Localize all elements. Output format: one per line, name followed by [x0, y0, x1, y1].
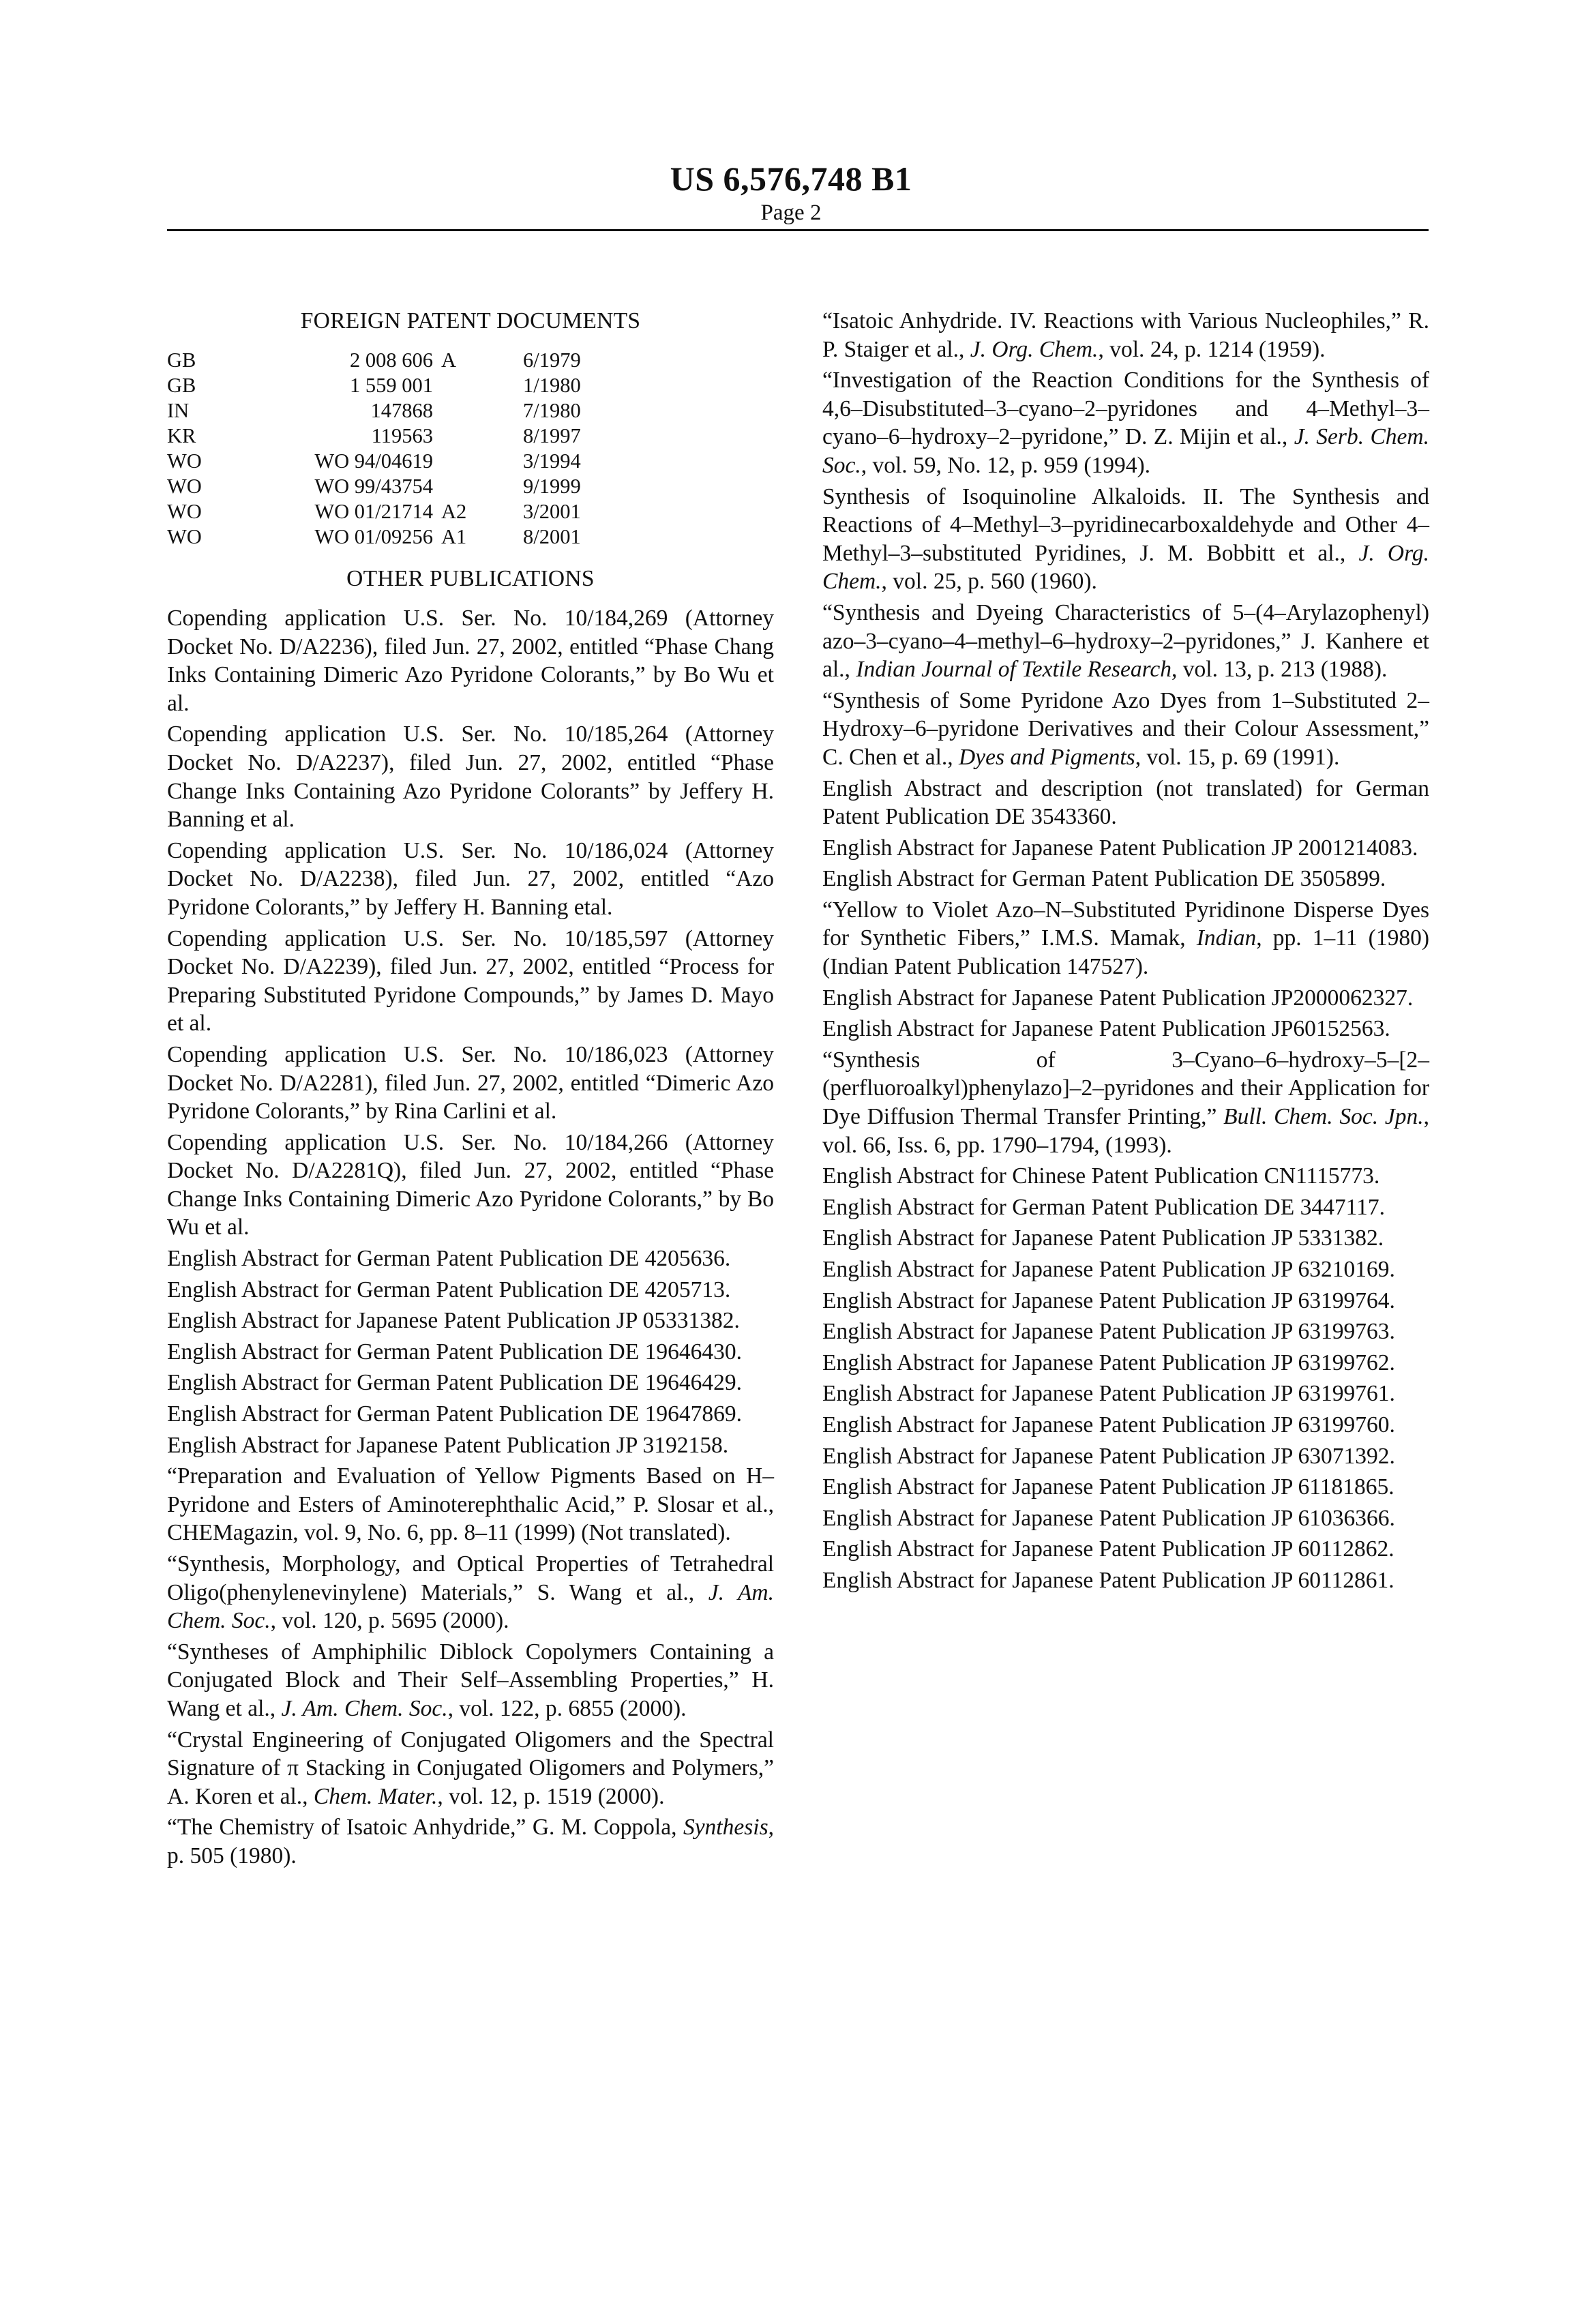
publication-reference — [822, 1193, 1429, 1222]
publication-reference — [167, 1400, 774, 1429]
publication-reference — [167, 837, 774, 922]
foreign-patent-row — [167, 423, 646, 449]
reference-text: English Abstract for Japanese Patent Publication JP 3192158. — [167, 1432, 729, 1458]
publication-reference — [822, 1287, 1429, 1315]
publication-reference — [822, 307, 1429, 363]
foreign-patent-row — [167, 524, 646, 550]
page-number: Page 2 — [760, 200, 822, 225]
publication-reference — [822, 1504, 1429, 1533]
publication-date: 3/1994 — [523, 449, 581, 473]
reference-text: English Abstract for Japanese Patent Publication JP 63210169. — [822, 1257, 1395, 1282]
country-code: WO — [167, 449, 202, 473]
reference-text: Copending application U.S. Ser. No. 10/185,264 (Attorney Docket No. D/A2237), filed Jun. 27, 2002, entitled “Phase Change Inks Containing Azo Pyridone Colorants” by Jeffery H. Banning et al. — [167, 721, 774, 833]
reference-text: , p. 505 (1980). — [167, 1815, 774, 1868]
reference-text: English Abstract for Japanese Patent Publication JP60152563. — [822, 1016, 1390, 1042]
foreign-patent-row — [167, 449, 646, 474]
journal-title: Indian — [1196, 925, 1257, 951]
reference-text: English Abstract for German Patent Publication DE 4205713. — [167, 1277, 731, 1302]
reference-text: “Synthesis and Dyeing Characteristics of 5–(4–Arylazophenyl) azo–3–cyano–4–methyl–6–hydroxy–2–pyridones,” J. Kanhere et al., — [822, 599, 1429, 683]
document-number: WO 01/21714 — [314, 500, 433, 523]
publication-reference — [167, 1245, 774, 1273]
kind-code — [433, 449, 523, 474]
other-publications-right-list — [822, 307, 1429, 1595]
reference-text: Copending application U.S. Ser. No. 10/184,269 (Attorney Docket No. D/A2236), filed Jun. 27, 2002, entitled “Phase Chang Inks Containing Dimeric Azo Pyridone Colorants,” by Bo Wu et al. — [167, 606, 774, 716]
reference-text: English Abstract for Japanese Patent Publication JP 60112862. — [822, 1536, 1394, 1562]
reference-text: , vol. 24, p. 1214 (1959). — [1098, 336, 1326, 362]
foreign-patent-row — [167, 474, 646, 499]
journal-title: Bull. Chem. Soc. Jpn. — [1223, 1104, 1424, 1130]
journal-title: Chem. Mater. — [313, 1783, 438, 1809]
publication-reference — [822, 483, 1429, 596]
reference-text: English Abstract for Japanese Patent Publication JP 2001214083. — [822, 835, 1418, 861]
reference-text: English Abstract for Japanese Patent Publication JP 60112861. — [822, 1567, 1394, 1593]
publication-reference — [167, 1338, 774, 1367]
reference-text: , vol. 122, p. 6855 (2000). — [447, 1695, 687, 1721]
country-code: WO — [167, 475, 202, 498]
reference-text: English Abstract for Japanese Patent Publication JP 63199764. — [822, 1287, 1395, 1313]
publication-reference — [167, 925, 774, 1038]
publication-reference — [822, 1349, 1429, 1377]
journal-title: J. Org. Chem. — [970, 336, 1099, 362]
publication-reference — [822, 1473, 1429, 1502]
reference-text: English Abstract for German Patent Publication DE 19646430. — [167, 1339, 742, 1365]
reference-text: “Synthesis of Some Pyridone Azo Dyes from 1–Substituted 2–Hydroxy–6–pyridone Derivatives and their Colour Assessment,” C. Chen et al., — [822, 687, 1429, 770]
publication-reference — [822, 1317, 1429, 1346]
journal-title: Indian Journal of Textile Research — [856, 657, 1172, 683]
document-number: 147868 — [370, 399, 433, 422]
foreign-patent-documents-heading: FOREIGN PATENT DOCUMENTS — [300, 308, 641, 333]
foreign-patent-row — [167, 373, 646, 398]
reference-text: Copending application U.S. Ser. No. 10/186,024 (Attorney Docket No. D/A2238), filed Jun. 27, 2002, entitled “Azo Pyridone Colorants,” by Jeffery H. Banning etal. — [167, 837, 774, 920]
reference-text: English Abstract for Chinese Patent Publication CN1115773. — [822, 1163, 1380, 1189]
kind-code — [433, 474, 523, 499]
publication-date: 8/2001 — [523, 525, 581, 548]
foreign-patent-row — [167, 398, 646, 423]
publication-reference — [167, 720, 774, 833]
publication-reference — [822, 984, 1429, 1013]
publication-reference — [167, 1276, 774, 1305]
publication-reference — [822, 1442, 1429, 1471]
reference-text: , vol. 13, p. 213 (1988). — [1171, 657, 1388, 683]
left-column — [167, 307, 774, 1873]
country-code: GB — [167, 348, 196, 372]
header-divider — [167, 229, 1429, 231]
foreign-patent-documents-body — [167, 348, 646, 550]
reference-text: Copending application U.S. Ser. No. 10/186,023 (Attorney Docket No. D/A2281), filed Jun. 27, 2002, entitled “Dimeric Azo Pyridone Colorants,” by Rina Carlini et al. — [167, 1041, 774, 1124]
reference-text: English Abstract for German Patent Publication DE 3505899. — [822, 866, 1386, 892]
reference-text: , vol. 66, Iss. 6, pp. 1790–1794, (1993). — [822, 1104, 1429, 1158]
reference-text: , vol. 25, p. 560 (1960). — [881, 569, 1097, 595]
reference-text: Synthesis of Isoquinoline Alkaloids. II. The Synthesis and Reactions of 4–Methyl–3–pyridinecarboxaldehyde and Other 4–Methyl–3–substituted Pyridines, J. M. Bobbitt et al., — [822, 483, 1429, 566]
reference-text: “The Chemistry of Isatoic Anhydride,” G. M. Coppola, — [167, 1815, 683, 1841]
document-number: 1 559 001 — [350, 374, 433, 397]
reference-text: “Yellow to Violet Azo–N–Substituted Pyridinone Disperse Dyes for Synthetic Fibers,” I.M.S. Mamak, — [822, 897, 1429, 951]
reference-text: English Abstract for Japanese Patent Publication JP 61181865. — [822, 1474, 1394, 1500]
kind-code: A1 — [441, 525, 467, 548]
reference-text: , vol. 59, No. 12, p. 959 (1994). — [861, 452, 1151, 478]
reference-text: English Abstract for Japanese Patent Publication JP 63199761. — [822, 1381, 1395, 1407]
document-number: 2 008 606 — [350, 348, 433, 372]
publication-reference — [167, 1550, 774, 1635]
reference-text: English Abstract for German Patent Publication DE 3447117. — [822, 1194, 1385, 1220]
publication-reference — [822, 1046, 1429, 1159]
reference-text: English Abstract for German Patent Publication DE 19647869. — [167, 1401, 742, 1427]
publication-reference — [167, 1726, 774, 1811]
publication-reference — [822, 599, 1429, 684]
publication-date: 1/1980 — [523, 374, 581, 397]
journal-title: J. Serb. Chem. Soc. — [822, 424, 1429, 478]
other-publications-left-list — [167, 604, 774, 1871]
reference-text: “Investigation of the Reaction Conditions for the Synthesis of 4,6–Disubstituted–3–cyano–2–pyridones and 4–Methyl–3–cyano–6–hydroxy–2–pyridone,” D. Z. Mijin et al., — [822, 368, 1429, 450]
reference-text: English Abstract for Japanese Patent Publication JP 63199762. — [822, 1350, 1395, 1375]
publication-reference — [167, 604, 774, 717]
kind-code — [433, 423, 523, 449]
right-column — [822, 307, 1429, 1598]
reference-text: English Abstract for Japanese Patent Publication JP 63071392. — [822, 1443, 1395, 1469]
publication-reference — [822, 834, 1429, 863]
publication-reference — [822, 775, 1429, 831]
country-code: WO — [167, 525, 202, 548]
publication-reference — [822, 1411, 1429, 1440]
document-number: WO 99/43754 — [314, 475, 433, 498]
document-number: WO 01/09256 — [314, 525, 433, 548]
publication-date: 9/1999 — [523, 475, 581, 498]
reference-text: , vol. 120, p. 5695 (2000). — [270, 1608, 509, 1634]
foreign-patent-row — [167, 499, 646, 524]
reference-text: “Synthesis of 3–Cyano–6–hydroxy–5–[2–(perfluoroalkyl)phenylazo]–2–pyridones and their Application for Dye Diffusion Thermal Transfer Printing,” — [822, 1047, 1429, 1130]
reference-text: “Preparation and Evaluation of Yellow Pigments Based on H–Pyridone and Esters of Aminoterephthalic Acid,” P. Slosar et al., CHEMagazin, vol. 9, No. 6, pp. 8–11 (1999) (Not translated). — [167, 1463, 774, 1546]
publication-reference — [167, 1431, 774, 1460]
patent-number: US 6,576,748 B1 — [670, 160, 912, 198]
foreign-patent-row — [167, 348, 646, 373]
journal-title: Dyes and Pigments — [959, 744, 1135, 770]
publication-reference — [167, 1129, 774, 1242]
journal-title: J. Am. Chem. Soc. — [281, 1695, 448, 1721]
publication-reference — [822, 687, 1429, 772]
publication-reference — [822, 1224, 1429, 1253]
publication-date: 3/2001 — [523, 500, 581, 523]
publication-reference — [822, 1255, 1429, 1284]
publication-date: 7/1980 — [523, 399, 581, 422]
reference-text: English Abstract for Japanese Patent Publication JP 63199760. — [822, 1412, 1395, 1437]
foreign-patent-documents-table — [167, 348, 646, 550]
kind-code: A2 — [441, 500, 467, 523]
reference-text: English Abstract and description (not translated) for German Patent Publication DE 3543360. — [822, 775, 1429, 830]
kind-code — [433, 398, 523, 423]
document-number: WO 94/04619 — [314, 449, 433, 473]
publication-reference — [167, 1307, 774, 1335]
reference-text: English Abstract for Japanese Patent Publication JP 05331382. — [167, 1308, 740, 1334]
reference-text: , vol. 12, p. 1519 (2000). — [437, 1783, 665, 1809]
publication-reference — [167, 1369, 774, 1397]
reference-text: “Synthesis, Morphology, and Optical Properties of Tetrahedral Oligo(phenylenevinylene) Materials,” S. Wang et al., — [167, 1551, 774, 1605]
reference-text: English Abstract for Japanese Patent Publication JP2000062327. — [822, 985, 1414, 1011]
publication-reference — [822, 896, 1429, 981]
publication-reference — [822, 1162, 1429, 1191]
country-code: KR — [167, 424, 196, 447]
publication-reference — [822, 1566, 1429, 1595]
publication-reference — [822, 1535, 1429, 1564]
country-code: GB — [167, 374, 196, 397]
reference-text: , pp. 1–11 (1980) (Indian Patent Publication 147527). — [822, 925, 1429, 980]
country-code: WO — [167, 500, 202, 523]
journal-title: J. Org. Chem. — [822, 540, 1429, 595]
publication-reference — [822, 1380, 1429, 1408]
reference-text: English Abstract for German Patent Publication DE 4205636. — [167, 1246, 731, 1272]
reference-text: , vol. 15, p. 69 (1991). — [1135, 744, 1340, 770]
publication-reference — [822, 865, 1429, 893]
publication-reference — [822, 1015, 1429, 1043]
reference-text: English Abstract for Japanese Patent Publication JP 5331382. — [822, 1225, 1384, 1251]
other-publications-heading: OTHER PUBLICATIONS — [346, 566, 595, 591]
publication-reference — [167, 1462, 774, 1547]
journal-title: Synthesis — [683, 1815, 768, 1841]
journal-title: J. Am. Chem. Soc. — [167, 1579, 774, 1634]
reference-text: English Abstract for Japanese Patent Publication JP 63199763. — [822, 1319, 1395, 1345]
reference-text: “Isatoic Anhydride. IV. Reactions with Various Nucleophiles,” R. P. Staiger et al., — [822, 308, 1429, 362]
reference-text: “Crystal Engineering of Conjugated Oligomers and the Spectral Signature of π Stacking in Conjugated Oligomers and Polymers,” A. Koren et al., — [167, 1727, 774, 1809]
kind-code: A — [441, 348, 457, 372]
reference-text: English Abstract for German Patent Publication DE 19646429. — [167, 1370, 742, 1396]
publication-reference — [167, 1638, 774, 1723]
document-number: 119563 — [371, 424, 433, 447]
kind-code — [433, 373, 523, 398]
publication-reference — [167, 1041, 774, 1126]
reference-text: Copending application U.S. Ser. No. 10/184,266 (Attorney Docket No. D/A2281Q), filed Jun. 27, 2002, entitled “Phase Change Inks Containing Dimeric Azo Pyridone Colorants,” by Bo Wu et al. — [167, 1129, 774, 1240]
publication-reference — [167, 1813, 774, 1870]
reference-text: “Syntheses of Amphiphilic Diblock Copolymers Containing a Conjugated Block and Their Self–Assembling Properties,” H. Wang et al., — [167, 1639, 774, 1721]
publication-reference — [822, 366, 1429, 479]
reference-text: Copending application U.S. Ser. No. 10/185,597 (Attorney Docket No. D/A2239), filed Jun. 27, 2002, entitled “Process for Preparing Substituted Pyridone Compounds,” by James D. Mayo et al. — [167, 925, 774, 1037]
publication-date: 6/1979 — [523, 348, 581, 372]
reference-text: English Abstract for Japanese Patent Publication JP 61036366. — [822, 1505, 1395, 1531]
publication-date: 8/1997 — [523, 424, 581, 447]
country-code: IN — [167, 399, 190, 422]
